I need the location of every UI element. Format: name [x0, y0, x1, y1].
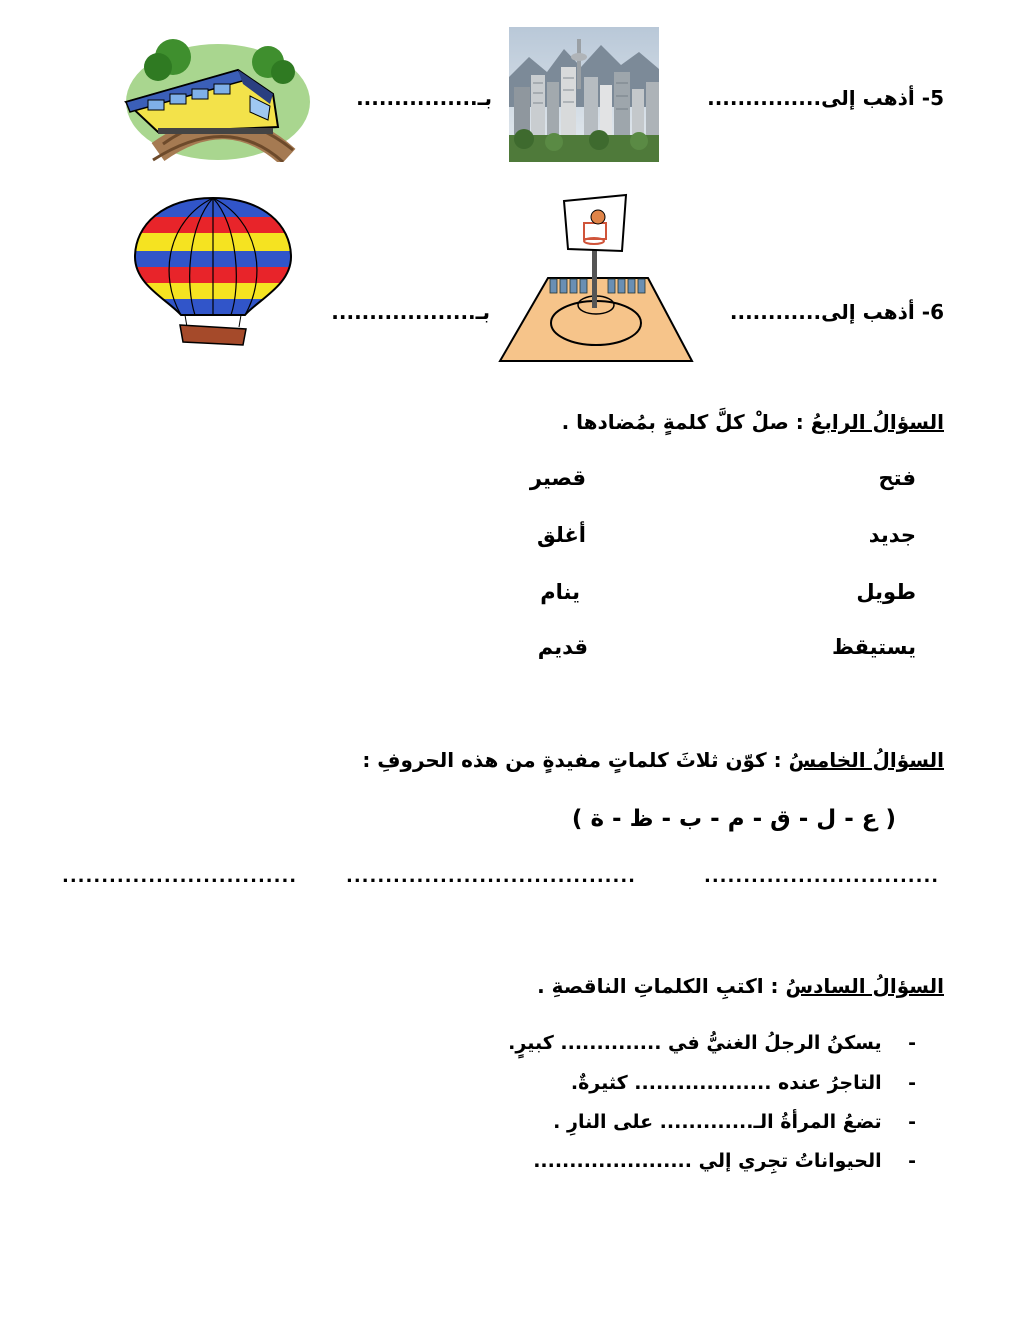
train-image — [118, 32, 310, 162]
left-word-4[interactable]: قديم — [537, 635, 588, 659]
letters-row: ( ع - ل - ق - م - ب - ظ - ة ) — [571, 806, 896, 832]
q5-number: 5- — [921, 86, 944, 110]
q5-text: أذهب إلى — [821, 86, 915, 110]
bullet: - — [908, 1111, 916, 1133]
answer-blank-3[interactable]: .............................. — [62, 866, 298, 887]
q6-by-blank[interactable]: ................... — [331, 300, 476, 324]
bullet: - — [908, 1032, 916, 1054]
bullet: - — [908, 1072, 916, 1094]
q6-by-prompt — [331, 300, 490, 324]
basketball-court-image — [498, 193, 694, 365]
right-word-4[interactable]: يستيقظ — [832, 635, 916, 659]
sentence-item-3 — [553, 1111, 916, 1133]
q5-blank[interactable]: ............... — [707, 86, 822, 110]
right-word-1[interactable]: فتح — [878, 466, 916, 490]
right-word-2[interactable]: جديد — [868, 523, 916, 547]
section4-instruction: : صلْ كلَّ كلمةٍ بمُضادها . — [561, 410, 804, 434]
section6-title — [537, 974, 944, 998]
sentence-item-1 — [508, 1032, 916, 1054]
right-word-3[interactable]: طويل — [856, 580, 916, 604]
sentence-text[interactable]: تضعُ المرأةُ الـ............. على النارِ . — [553, 1111, 882, 1133]
sentence-text[interactable]: الحيواناتُ تجِري إلي ...................... — [533, 1150, 882, 1172]
q5-prompt — [707, 86, 944, 110]
left-word-2[interactable]: أغلق — [536, 523, 586, 547]
section5-title — [362, 748, 944, 772]
q5-by-prompt — [356, 86, 492, 110]
left-word-1[interactable]: قصير — [529, 466, 586, 490]
q5-by-blank[interactable]: ................ — [356, 86, 478, 110]
q6-blank[interactable]: ............ — [729, 300, 822, 324]
sentence-text[interactable]: يسكنُ الرجلُ الغنيُّ في .............. كبيرٍ. — [508, 1032, 882, 1054]
q6-text: أذهب إلى — [821, 300, 915, 324]
hot-air-balloon-image — [133, 195, 293, 347]
answer-blank-2[interactable]: ..................................... — [346, 866, 637, 887]
city-skyline-image — [509, 27, 659, 162]
q5-by-text: بـ — [477, 86, 492, 110]
sentence-item-2 — [571, 1072, 916, 1094]
answer-blank-1[interactable]: .............................. — [704, 866, 940, 887]
section6-instruction: : اكتبِ الكلماتِ الناقصةِ . — [537, 974, 779, 998]
section5-heading: السؤالُ الخامسُ — [788, 748, 944, 772]
sentence-item-4 — [533, 1150, 916, 1172]
bullet: - — [908, 1150, 916, 1172]
section4-title — [562, 410, 944, 434]
section6-heading: السؤالُ السادسُ — [785, 974, 944, 998]
section4-heading: السؤالُ الرابعُ — [810, 410, 944, 434]
q6-prompt — [730, 300, 944, 324]
sentence-text[interactable]: التاجرُ عنده ................... كثيرةٌ. — [570, 1072, 882, 1094]
q6-by-text: بـ — [475, 300, 490, 324]
left-word-3[interactable]: ينام — [540, 580, 580, 604]
q6-number: 6- — [921, 300, 944, 324]
section5-instruction: : كوّن ثلاثَ كلماتٍ مفيدةٍ من هذه الحروفِ : — [362, 748, 782, 772]
